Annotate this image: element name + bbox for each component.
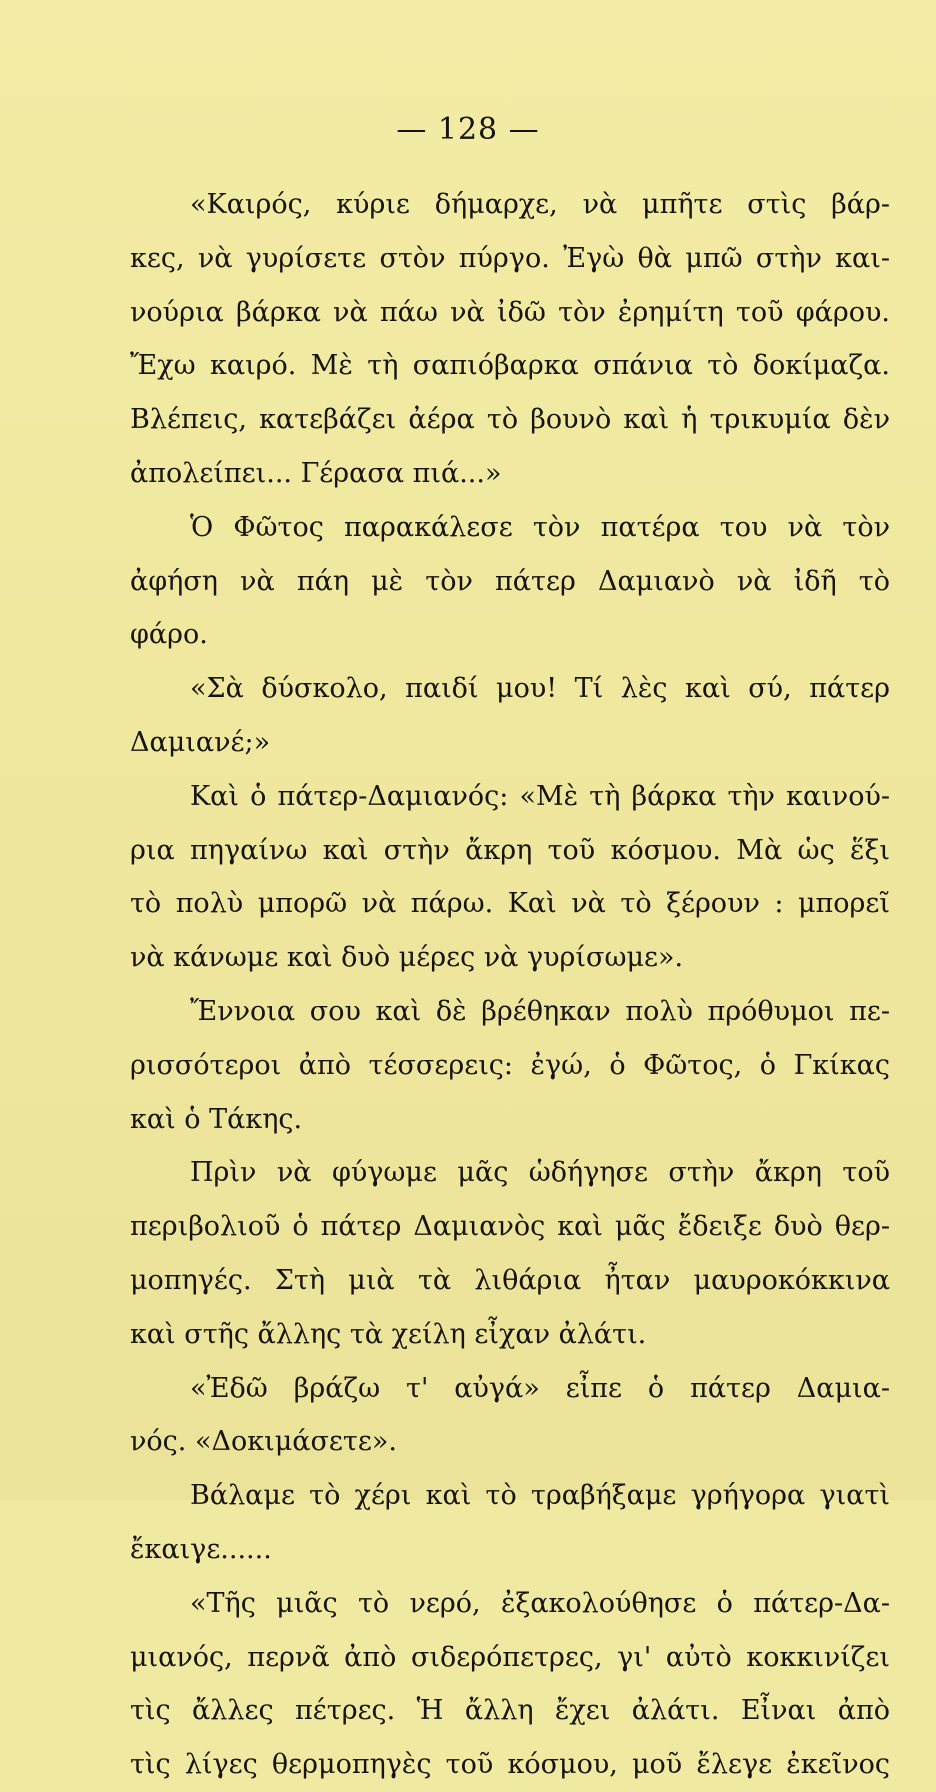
text-line: νούρια βάρκα νὰ πάω νὰ ἰδῶ τὸν ἐρημίτη τοῦ φάρου. bbox=[130, 296, 890, 328]
text-line: φάρο. bbox=[130, 619, 208, 651]
page-number: — 128 — bbox=[396, 112, 540, 147]
text-line: τὸ πολὺ μπορῶ νὰ πάρω. Καὶ νὰ τὸ ξέρουν : μπορεῖ bbox=[130, 888, 890, 920]
text-line: περιβολιοῦ ὁ πάτερ Δαμιανὸς καὶ μᾶς ἔδειξε δυὸ θερ- bbox=[130, 1211, 890, 1243]
text-line: μιανός, περνᾶ ἀπὸ σιδερόπετρες, γι' αὐτὸ κοκκινίζει bbox=[130, 1641, 890, 1673]
text-line: τὶς ἄλλες πέτρες. Ἡ ἄλλη ἔχει ἀλάτι. Εἶναι ἀπὸ bbox=[130, 1695, 890, 1727]
text-line: ρια πηγαίνω καὶ στὴν ἄκρη τοῦ κόσμου. Μὰ ὡς ἕξι bbox=[130, 834, 890, 866]
text-line: «Σὰ δύσκολο, παιδί μου! Τί λὲς καὶ σύ, πάτερ bbox=[190, 673, 890, 705]
text-line: τὶς λίγες θερμοπηγὲς τοῦ κόσμου, μοῦ ἔλεγε ἐκεῖνος bbox=[130, 1749, 890, 1781]
text-line: Ἔννοια σου καὶ δὲ βρέθηκαν πολὺ πρόθυμοι πε- bbox=[190, 995, 890, 1027]
text-line: «Τῆς μιᾶς τὸ νερό, ἐξακολούθησε ὁ πάτερ-Δα- bbox=[190, 1587, 890, 1619]
text-line: ἀπολείπει... Γέρασα πιά...» bbox=[130, 457, 502, 489]
text-line: νὰ κάνωμε καὶ δυὸ μέρες νὰ γυρίσωμε». bbox=[130, 942, 684, 974]
text-line: ἀφήση νὰ πάη μὲ τὸν πάτερ Δαμιανὸ νὰ ἰδῆ τὸ bbox=[130, 565, 890, 597]
text-line: καὶ ὁ Τάκης. bbox=[130, 1103, 303, 1135]
text-line: Βλέπεις, κατεβάζει ἀέρα τὸ βουνὸ καὶ ἡ τρικυμία δὲν bbox=[130, 404, 890, 436]
body-text bbox=[130, 178, 890, 1792]
text-line: ρισσότεροι ἀπὸ τέσσερεις: ἐγώ, ὁ Φῶτος, ὁ Γκίκας bbox=[130, 1049, 890, 1081]
text-line: καὶ στῆς ἄλλης τὰ χείλη εἶχαν ἀλάτι. bbox=[130, 1318, 647, 1350]
text-line: νός. «Δοκιμάσετε». bbox=[130, 1426, 397, 1458]
text-line: μοπηγές. Στὴ μιὰ τὰ λιθάρια ἦταν μαυροκόκκινα bbox=[130, 1264, 890, 1296]
text-line: Δαμιανέ;» bbox=[130, 726, 271, 758]
text-line: Καὶ ὁ πάτερ-Δαμιανός: «Μὲ τὴ βάρκα τὴν καινού- bbox=[190, 780, 890, 812]
text-line: «Καιρός, κύριε δήμαρχε, νὰ μπῆτε στὶς βάρ- bbox=[190, 189, 890, 220]
text-line: «Ἐδῶ βράζω τ' αὐγά» εἶπε ὁ πάτερ Δαμια- bbox=[190, 1372, 890, 1404]
text-line: κες, νὰ γυρίσετε στὸν πύργο. Ἐγὼ θὰ μπῶ στὴν και- bbox=[130, 242, 890, 274]
text-line: ἔκαιγε...... bbox=[130, 1533, 272, 1565]
text-line: Ὁ Φῶτος παρακάλεσε τὸν πατέρα του νὰ τὸν bbox=[190, 511, 890, 543]
text-line: Βάλαμε τὸ χέρι καὶ τὸ τραβήξαμε γρήγορα γιατὶ bbox=[190, 1480, 890, 1512]
text-line: Ἔχω καιρό. Μὲ τὴ σαπιόβαρκα σπάνια τὸ δοκίμαζα. bbox=[130, 350, 890, 382]
text-line: Πρὶν νὰ φύγωμε μᾶς ὡδήγησε στὴν ἄκρη τοῦ bbox=[190, 1157, 890, 1189]
